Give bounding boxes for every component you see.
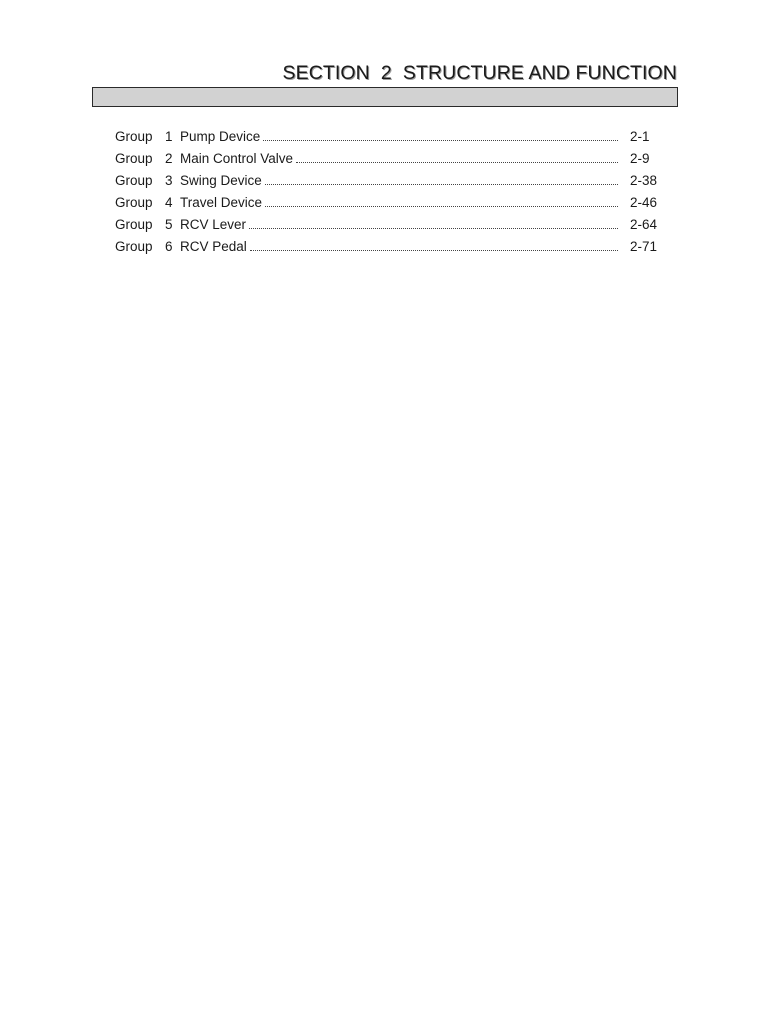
toc-group-number: 6 <box>165 239 173 254</box>
toc-group-word: Group <box>115 129 153 144</box>
toc-page-number: 2-46 <box>630 195 658 210</box>
toc-group-word: Group <box>115 195 153 210</box>
toc-group-word: Group <box>115 173 153 188</box>
toc-entry-title: Travel Device <box>180 195 263 210</box>
table-of-contents <box>115 129 660 261</box>
toc-group-number: 4 <box>165 195 173 210</box>
dot-leader <box>263 140 618 141</box>
toc-entry-rcv-pedal[interactable] <box>115 239 660 261</box>
dot-leader <box>265 206 618 207</box>
toc-entry-pump-device[interactable] <box>115 129 660 151</box>
toc-entry-title: Pump Device <box>180 129 261 144</box>
toc-entry-main-control-valve[interactable] <box>115 151 660 173</box>
toc-group-number: 1 <box>165 129 173 144</box>
toc-entry-rcv-lever[interactable] <box>115 217 660 239</box>
toc-page-number: 2-9 <box>630 151 650 166</box>
toc-entry-title: Main Control Valve <box>180 151 294 166</box>
dot-leader <box>296 162 618 163</box>
toc-group-word: Group <box>115 239 153 254</box>
toc-entry-title: Swing Device <box>180 173 262 188</box>
toc-page-number: 2-64 <box>630 217 658 232</box>
toc-group-number: 2 <box>165 151 173 166</box>
dot-leader <box>249 228 618 229</box>
toc-page-number: 2-38 <box>630 173 658 188</box>
toc-page-number: 2-1 <box>630 129 650 144</box>
toc-page-number: 2-71 <box>630 239 658 254</box>
dot-leader <box>250 250 618 251</box>
toc-group-number: 5 <box>165 217 173 232</box>
toc-group-word: Group <box>115 217 153 232</box>
toc-entry-travel-device[interactable] <box>115 195 660 217</box>
toc-group-word: Group <box>115 151 153 166</box>
section-title: SECTION 2 STRUCTURE AND FUNCTION <box>282 62 677 84</box>
toc-entry-title: RCV Pedal <box>180 239 247 254</box>
dot-leader <box>265 184 618 185</box>
toc-group-number: 3 <box>165 173 173 188</box>
title-rule-bar <box>92 87 678 107</box>
toc-entry-title: RCV Lever <box>180 217 247 232</box>
toc-entry-swing-device[interactable] <box>115 173 660 195</box>
